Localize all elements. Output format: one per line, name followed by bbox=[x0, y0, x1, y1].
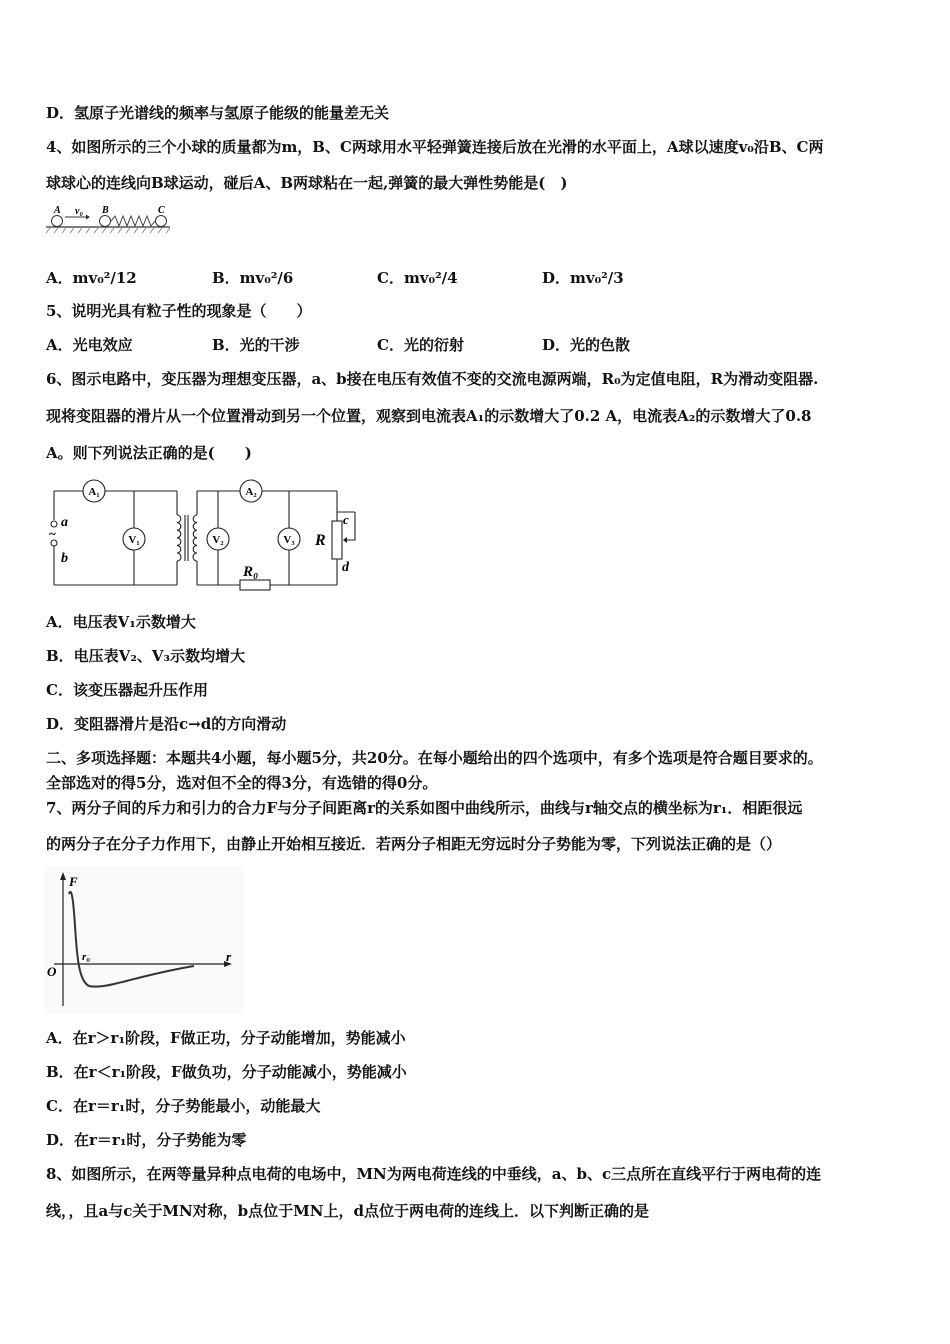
q6-option-a[interactable]: A．电压表V₁示数增大 bbox=[46, 613, 196, 631]
origin-label: O bbox=[47, 964, 57, 979]
slider-end-c: c bbox=[343, 512, 349, 527]
terminal-b: b bbox=[61, 551, 68, 566]
terminal-a: a bbox=[61, 515, 68, 530]
question-6-text-end: A。则下列说法正确的是( ) bbox=[46, 444, 252, 462]
ball-b bbox=[100, 216, 111, 227]
section-2-heading-cont: 全部选对的得5分，选对但不全的得3分，有选错的得0分。 bbox=[46, 774, 438, 792]
question-6-text: 6、图示电路中，变压器为理想变压器，a、b接在电压有效值不变的交流电源两端，R₀为定值电阻，R为滑动变阻器. bbox=[46, 370, 819, 388]
q4-option-c[interactable]: C．mv₀²/4 bbox=[377, 269, 458, 287]
q4-option-d[interactable]: D．mv₀²/3 bbox=[542, 269, 624, 287]
question-6-text-cont: 现将变阻器的滑片从一个位置滑动到另一个位置，观察到电流表A₁的示数增大了0.2 A，电流表A₂的示数增大了0.8 bbox=[46, 407, 812, 425]
q5-option-d[interactable]: D．光的色散 bbox=[542, 336, 631, 354]
q5-option-a[interactable]: A．光电效应 bbox=[46, 336, 133, 354]
section-2-heading: 二、多项选择题：本题共4小题，每小题5分，共20分。在每小题给出的四个选项中，有多个选项是符合题目要求的。 bbox=[46, 749, 823, 767]
q4-options bbox=[46, 268, 906, 288]
ball-a bbox=[52, 216, 63, 227]
q4-option-a[interactable]: A．mv₀²/12 bbox=[46, 269, 137, 287]
q7-option-d[interactable]: D．在r＝r₁时，分子势能为零 bbox=[46, 1131, 247, 1149]
q6-option-c[interactable]: C．该变压器起升压作用 bbox=[46, 681, 208, 699]
q7-option-a[interactable]: A．在r＞r₁阶段，F做正功，分子动能增加，势能减小 bbox=[46, 1029, 406, 1047]
q6-option-b[interactable]: B．电压表V₂、V₃示数均增大 bbox=[46, 647, 246, 665]
q6-option-d[interactable]: D．变阻器滑片是沿c→d的方向滑动 bbox=[46, 715, 287, 733]
figure-q6-circuit bbox=[44, 475, 364, 597]
figure-q4-balls-spring bbox=[44, 204, 174, 236]
question-8-text-cont: 线，，且a与c关于MN对称，b点位于MN上，d点位于两电荷的连线上．以下判断正确的是 bbox=[46, 1202, 649, 1220]
label-c: C bbox=[158, 205, 165, 216]
rheostat-label: R bbox=[315, 532, 326, 549]
question-7-text: 7、两分子间的斥力和引力的合力F与分子间距离r的关系如图中曲线所示，曲线与r轴交点的横坐标为r₁．相距很远 bbox=[46, 799, 803, 817]
label-b: B bbox=[102, 205, 109, 216]
label-a: A bbox=[54, 205, 61, 216]
slider-end-d: d bbox=[342, 560, 349, 575]
voltmeter-v3: V₃ bbox=[283, 534, 295, 546]
resistor-r0-label: R₀ bbox=[243, 564, 259, 580]
question-7-text-cont: 的两分子在分子力作用下，由静止开始相互接近．若两分子相距无穷远时分子势能为零，下列说法正确的是（） bbox=[46, 835, 782, 853]
voltmeter-v1: V₁ bbox=[128, 534, 140, 546]
axis-f-label: F bbox=[69, 874, 78, 889]
spring bbox=[111, 216, 155, 226]
question-5-text: 5、说明光具有粒子性的现象是（ ） bbox=[46, 302, 312, 320]
q5-option-c[interactable]: C．光的衍射 bbox=[377, 336, 464, 354]
q4-option-b[interactable]: B．mv₀²/6 bbox=[212, 269, 294, 287]
figure-q7-force-curve bbox=[44, 866, 244, 1014]
question-8-text: 8、如图所示，在两等量异种点电荷的电场中，MN为两电荷连线的中垂线，a、b、c三点所在直线平行于两电荷的连 bbox=[46, 1165, 822, 1183]
question-4-text-cont: 球球心的连线向B球运动，碰后A、B两球粘在一起,弹簧的最大弹性势能是( ) bbox=[46, 174, 568, 192]
ac-symbol: ~ bbox=[49, 526, 56, 541]
question-4-text: 4、如图所示的三个小球的质量都为m，B、C两球用水平轻弹簧连接后放在光滑的水平面上，A球以速度v₀沿B、C两 bbox=[46, 138, 824, 156]
voltmeter-v2: V₂ bbox=[212, 534, 224, 546]
q5-option-b[interactable]: B．光的干涉 bbox=[212, 336, 300, 354]
r0-label: r₀ bbox=[82, 951, 91, 963]
q5-options bbox=[46, 335, 906, 355]
label-v0: v₀ bbox=[75, 206, 83, 217]
ammeter-a1: A₁ bbox=[88, 486, 100, 498]
option-d-q3: D．氢原子光谱线的频率与氢原子能级的能量差无关 bbox=[46, 104, 390, 122]
ammeter-a2: A₂ bbox=[245, 486, 257, 498]
ball-c bbox=[156, 216, 167, 227]
q7-option-c[interactable]: C．在r＝r₁时，分子势能最小，动能最大 bbox=[46, 1097, 321, 1115]
axis-r-label: r bbox=[226, 949, 232, 964]
q7-option-b[interactable]: B．在r＜r₁阶段，F做负功，分子动能减小，势能减小 bbox=[46, 1063, 407, 1081]
